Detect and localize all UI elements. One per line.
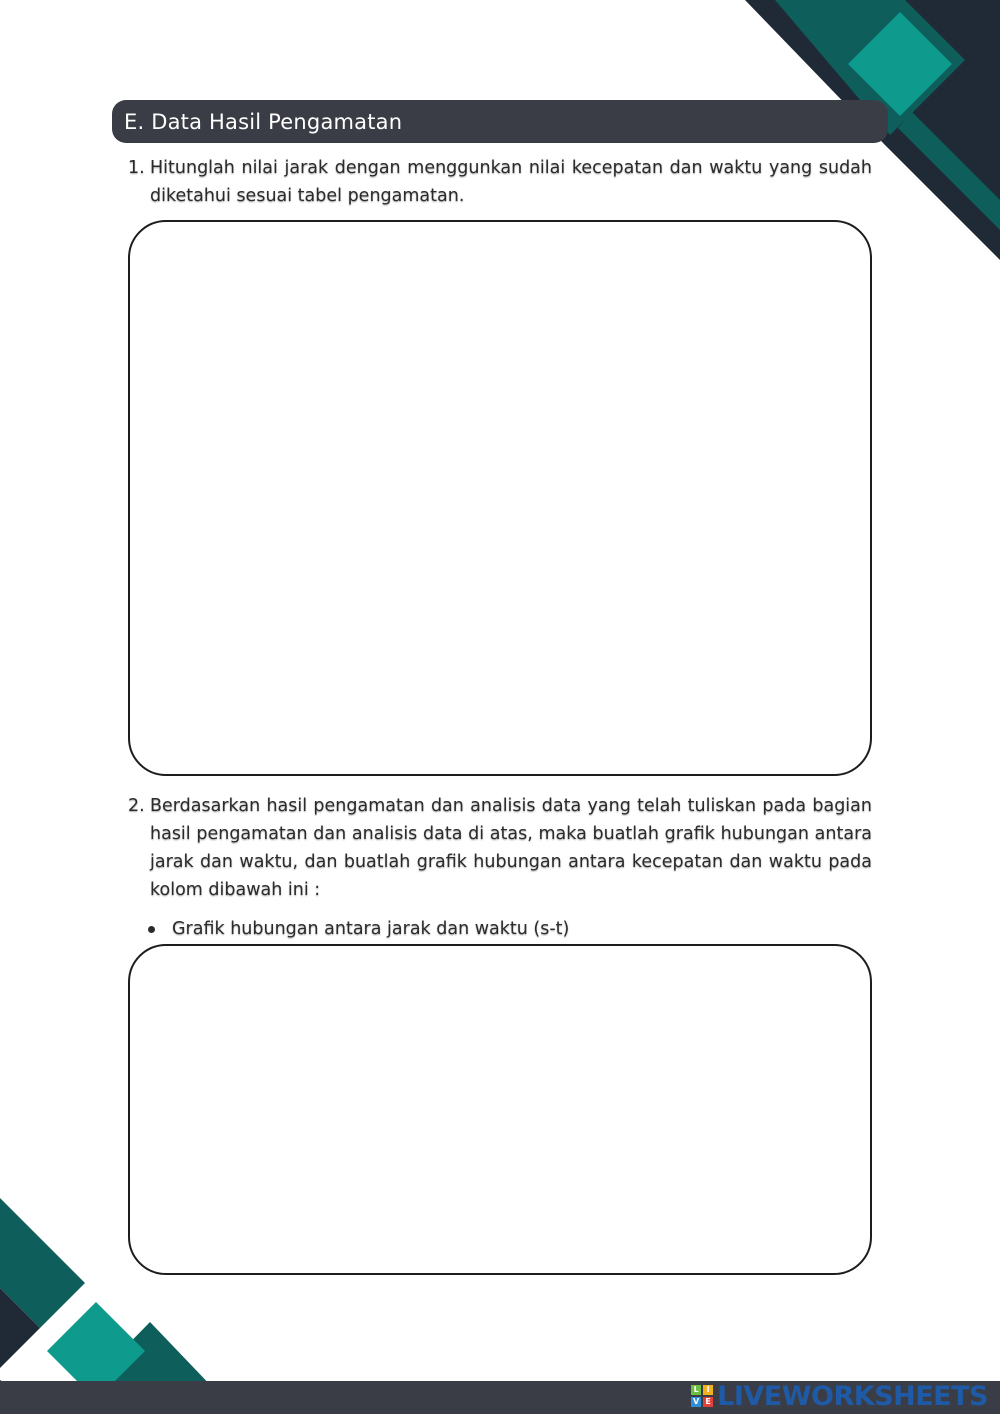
logo-letter-i: I [703, 1385, 713, 1395]
logo-letter-e: E [703, 1397, 713, 1407]
logo-letter-l: L [691, 1385, 701, 1395]
question-1-number: 1. [128, 158, 145, 178]
liveworksheets-logo-text: LIVEWORKSHEETS [717, 1380, 988, 1412]
section-header-bar [112, 100, 888, 143]
question-1 [128, 154, 872, 210]
logo-letter-v: V [693, 1397, 700, 1406]
bullet-item-s-t [148, 915, 569, 943]
question-2 [128, 792, 872, 904]
liveworksheets-logo[interactable] [691, 1378, 988, 1414]
question-2-number: 2. [128, 796, 145, 816]
question-1-text: Hitunglah nilai jarak dengan menggunkan nilai kecepatan dan waktu yang sudah diketahui sesuai tabel pengamatan. [150, 158, 872, 206]
bullet-item-text: Grafik hubungan antara jarak dan waktu (s-t) [172, 919, 570, 939]
liveworksheets-logo-mark [691, 1385, 713, 1407]
answer-box-1[interactable] [128, 220, 872, 776]
question-2-text: Berdasarkan hasil pengamatan dan analisis data yang telah tuliskan pada bagian hasil pengamatan dan analisis data di atas, maka buatlah grafik hubungan antara jarak dan waktu, dan buatlah grafik hubungan antara kecepatan dan waktu pada kolom dibawah ini : [150, 796, 872, 900]
section-title: E. Data Hasil Pengamatan [124, 109, 403, 134]
bullet-dot-icon [148, 926, 155, 933]
answer-box-2[interactable] [128, 944, 872, 1275]
